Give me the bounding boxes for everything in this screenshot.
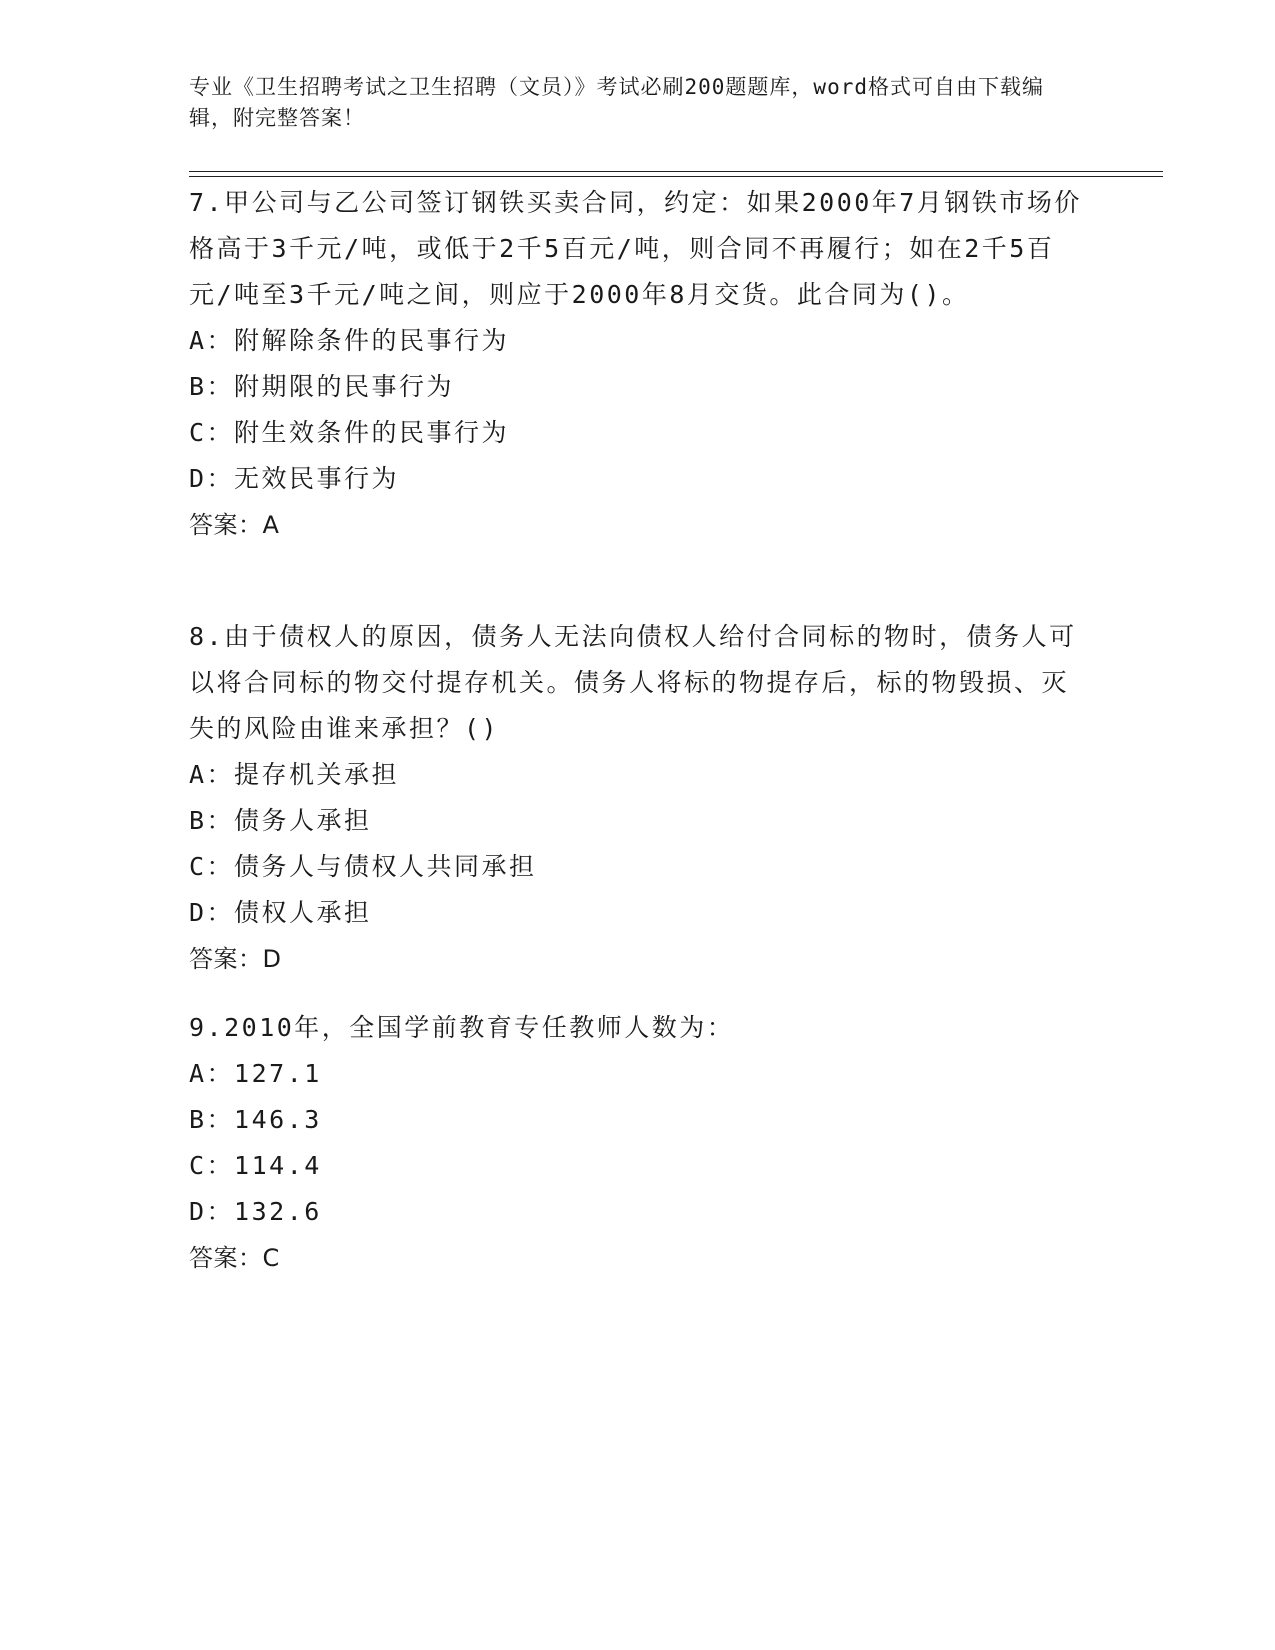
- option-b: B：附期限的民事行为: [189, 372, 455, 401]
- document-header: 专业《卫生招聘考试之卫生招聘（文员）》考试必刷200题题库，word格式可自由下载编辑，附完整答案！: [189, 75, 1044, 130]
- answer: 答案：C: [189, 1244, 280, 1272]
- question-stem: 8.由于债权人的原因，债务人无法向债权人给付合同标的物时，债务人可以将合同标的物交付提存机关。债务人将标的物提存后，标的物毁损、灭失的风险由谁来承担？(): [189, 622, 1077, 743]
- option-d: D：债权人承担: [189, 898, 372, 927]
- question-7: [189, 180, 1089, 548]
- option-a: A：127.1: [189, 1059, 322, 1088]
- option-c: C：附生效条件的民事行为: [189, 418, 510, 447]
- answer: 答案：A: [189, 511, 280, 539]
- option-b: B：146.3: [189, 1105, 322, 1134]
- option-a: A：提存机关承担: [189, 760, 400, 789]
- question-8: [189, 614, 1089, 982]
- option-b: B：债务人承担: [189, 806, 372, 835]
- answer: 答案：D: [189, 945, 282, 973]
- option-a: A：附解除条件的民事行为: [189, 326, 510, 355]
- option-d: D：132.6: [189, 1197, 322, 1226]
- header-rule-top: [189, 171, 1163, 172]
- option-c: C：114.4: [189, 1151, 322, 1180]
- option-d: D：无效民事行为: [189, 464, 400, 493]
- header-rule-bottom: [189, 176, 1163, 177]
- option-c: C：债务人与债权人共同承担: [189, 852, 537, 881]
- question-stem: 9.2010年，全国学前教育专任教师人数为：: [189, 1013, 735, 1042]
- question-9: [189, 1005, 1089, 1281]
- question-stem: 7.甲公司与乙公司签订钢铁买卖合同，约定：如果2000年7月钢铁市场价格高于3千元/吨，或低于2千5百元/吨，则合同不再履行；如在2千5百元/吨至3千元/吨之间，则应于2000年8月交货。此合同为()。: [189, 188, 1082, 309]
